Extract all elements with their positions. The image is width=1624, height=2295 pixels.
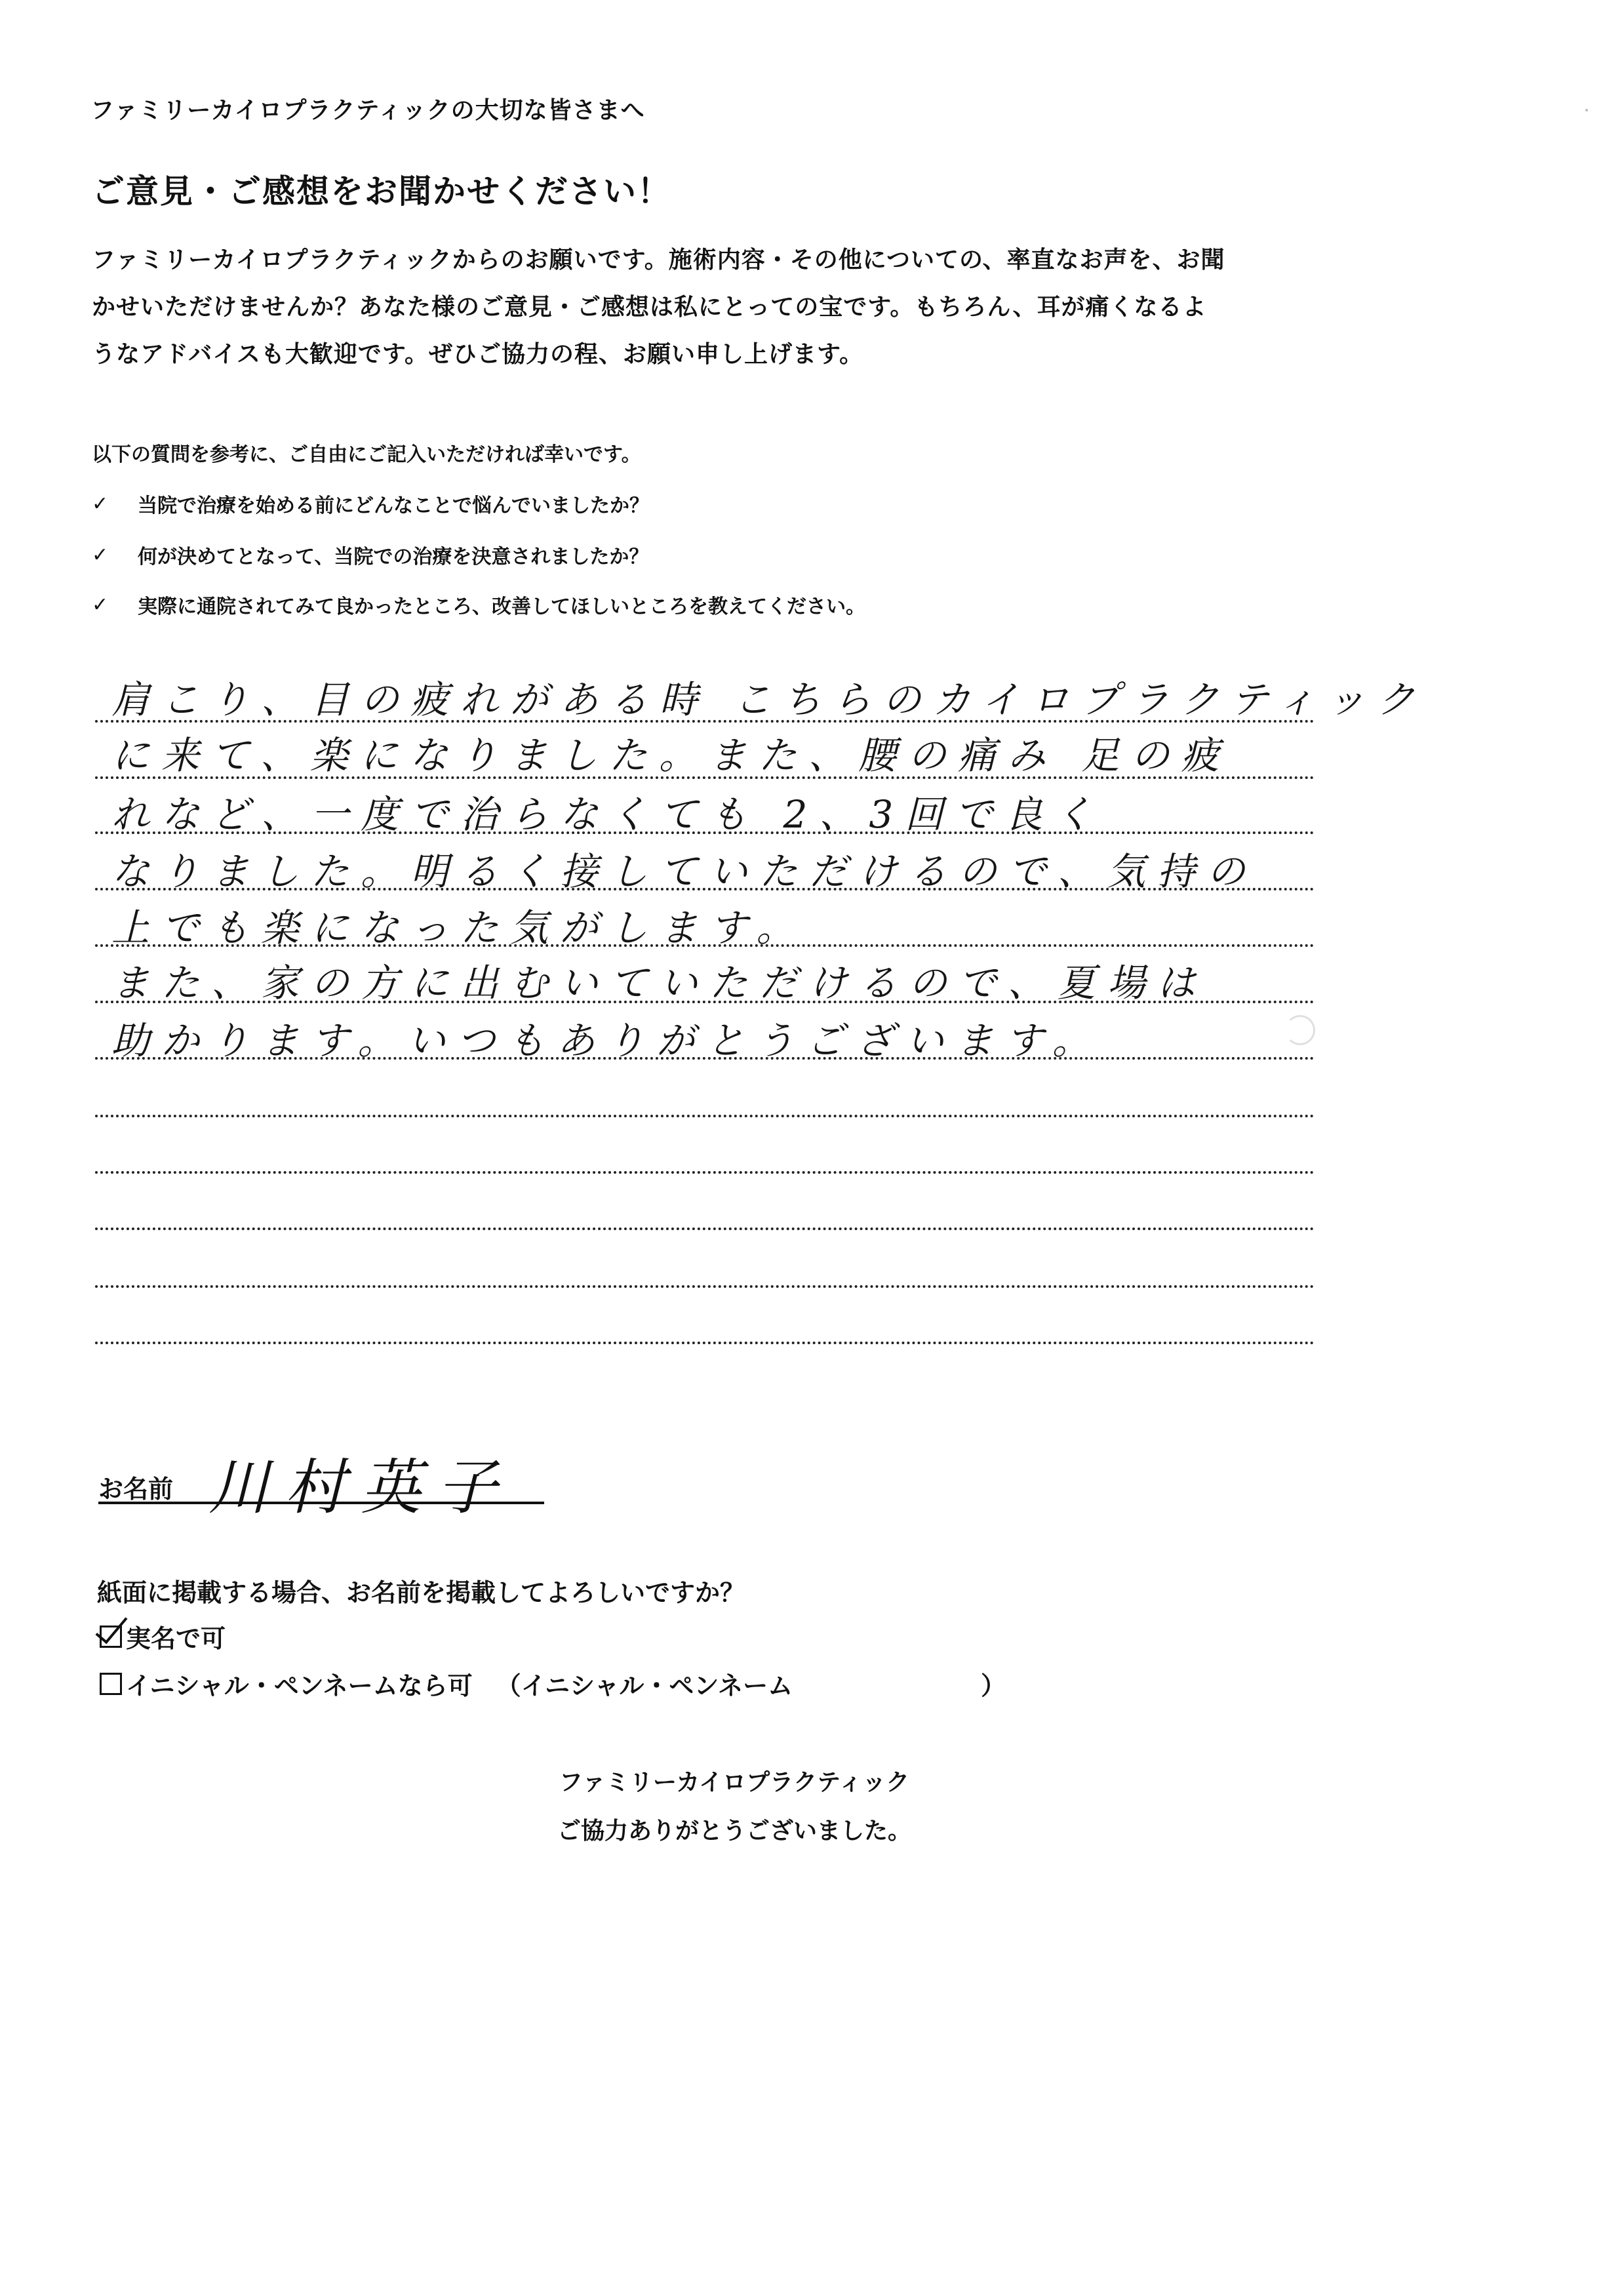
header-greeting: ファミリーカイロプラクティックの大切な皆さまへ xyxy=(90,97,645,124)
dotted-rule xyxy=(95,831,1315,834)
response-line-3: れなど、一度で治らなくても 2、3回で良く xyxy=(111,792,1105,837)
footer-thanks: ご協力ありがとうございました。 xyxy=(557,1818,911,1845)
question-text: 実際に通院されてみて良かったところ、改善してほしいところを教えてください。 xyxy=(138,595,865,618)
response-line-1: 肩こり、目の疲れがある時 こちらのカイロプラクティック xyxy=(111,677,1427,722)
checkbox-checked-icon[interactable] xyxy=(100,1626,122,1648)
checkbox-empty-icon[interactable] xyxy=(100,1673,122,1695)
option-real-name[interactable] xyxy=(100,1618,226,1654)
question-item-1 xyxy=(92,489,649,518)
response-line-5: 上でも楽になった気がします。 xyxy=(111,906,806,950)
dotted-rule xyxy=(95,1342,1315,1344)
response-line-6: また、家の方に出むいていただけるので、夏場は xyxy=(111,961,1207,1005)
option-initial-close: ） xyxy=(981,1671,1006,1700)
option-initial[interactable] xyxy=(100,1666,793,1702)
name-underline xyxy=(98,1502,544,1504)
dotted-rule xyxy=(95,776,1315,779)
intro-line-3: うなアドバイスも大歓迎です。ぜひご協力の程、お願い申し上げます。 xyxy=(92,341,864,368)
name-label: お名前 xyxy=(98,1475,174,1504)
response-line-7: 助かります。いつもありがとうございます。 xyxy=(111,1018,1102,1063)
dotted-rule xyxy=(95,1285,1315,1288)
check-icon: ✓ xyxy=(92,543,109,567)
dotted-rule xyxy=(95,1227,1315,1230)
question-item-3 xyxy=(92,590,865,619)
question-text: 当院で治療を始める前にどんなことで悩んでいましたか？ xyxy=(138,494,649,517)
dotted-rule xyxy=(95,944,1315,947)
option-initial-label: イニシャル・ペンネームなら可 xyxy=(126,1671,473,1700)
consent-question: 紙面に掲載する場合、お名前を掲載してよろしいですか？ xyxy=(97,1578,745,1607)
page-title: ご意見・ご感想をお聞かせください！ xyxy=(92,172,671,210)
question-item-2 xyxy=(92,540,648,569)
dotted-rule xyxy=(95,1001,1315,1003)
check-icon: ✓ xyxy=(92,593,109,616)
dotted-rule xyxy=(95,1171,1315,1174)
option-initial-paren: （イニシャル・ペンネーム xyxy=(496,1671,793,1700)
option-real-label: 実名で可 xyxy=(126,1624,226,1653)
questions-guide: 以下の質問を参考に、ご自由にご記入いただければ幸いです。 xyxy=(92,443,641,466)
response-line-2: に来て、楽になりました。また、腰の痛み 足の疲 xyxy=(111,733,1231,778)
dotted-rule xyxy=(95,720,1315,723)
scan-smudge xyxy=(1285,1015,1315,1045)
dotted-rule xyxy=(95,1057,1315,1060)
name-value: 川村英子 xyxy=(208,1452,513,1523)
intro-line-2: かせいただけませんか？あなた様のご意見・ご感想は私にとっての宝です。もちろん、耳が痛くなるよ xyxy=(92,294,1207,321)
dotted-rule xyxy=(95,1115,1315,1117)
question-text: 何が決めてとなって、当院での治療を決意されましたか？ xyxy=(138,546,649,569)
scan-dot xyxy=(1585,109,1588,111)
check-icon: ✓ xyxy=(92,492,109,515)
intro-line-1: ファミリーカイロプラクティックからのお願いです。施術内容・その他についての、率直なお声を、お聞 xyxy=(92,247,1225,273)
footer-clinic: ファミリーカイロプラクティック xyxy=(559,1769,910,1796)
dotted-rule xyxy=(95,888,1315,890)
response-line-4: なりました。明るく接していただけるので、気持の xyxy=(111,849,1257,894)
